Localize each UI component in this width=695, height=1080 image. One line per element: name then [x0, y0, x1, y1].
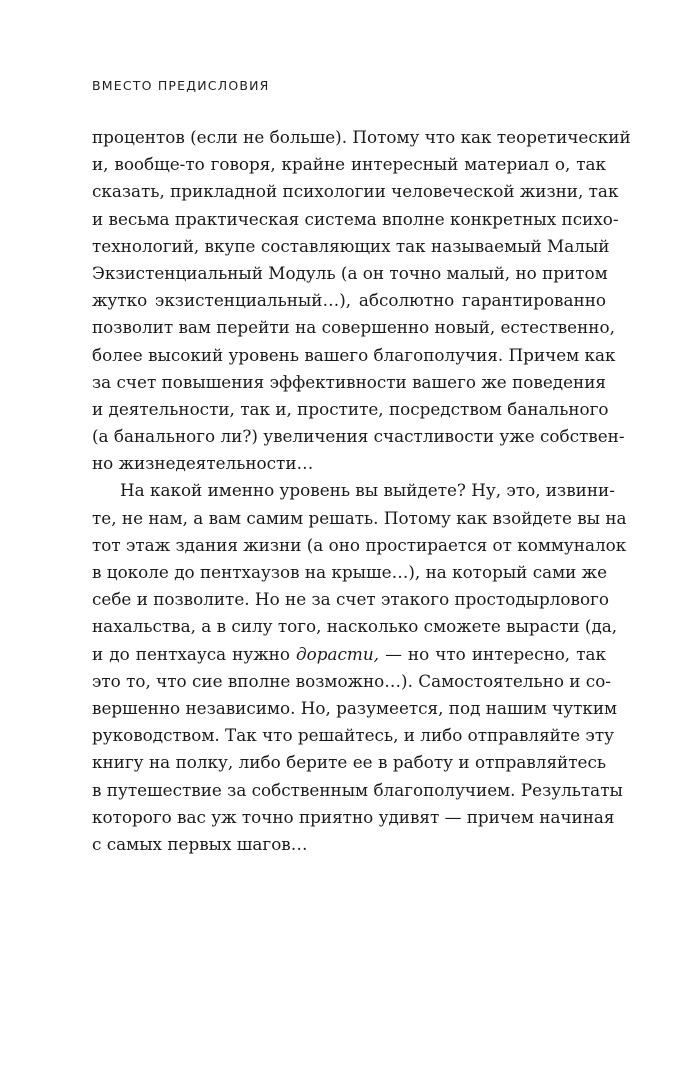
text-line: с самых первых шагов…: [92, 833, 308, 854]
text-line: за счет повышения эффективности вашего же поведения: [92, 371, 606, 392]
paragraph-2: [92, 477, 627, 858]
text-line: руководством. Так что решайтесь, и либо отправляйте эту: [92, 725, 614, 746]
text-line: жутко экзистенциальный…), абсолютно гарантированно: [92, 290, 606, 311]
text-line: На какой именно уровень вы выйдете? Ну, это, извини-: [120, 480, 615, 501]
text-line: которого вас уж точно приятно удивят — причем начиная: [92, 806, 615, 827]
text-line: те, не нам, а вам самим решать. Потому как взойдете вы на: [92, 507, 627, 528]
text-line: но жизнедеятельности…: [92, 453, 314, 474]
text-line: более высокий уровень вашего благополучия. Причем как: [92, 344, 616, 365]
text-line: (а банального ли?) увеличения счастливости уже собствен-: [92, 426, 625, 447]
text-line: нахальства, а в силу того, насколько сможете вырасти (да,: [92, 616, 618, 637]
text-line: книгу на полку, либо берите ее в работу и отправляйтесь: [92, 752, 606, 773]
text-line-with-italic: [92, 641, 606, 668]
text-line: и деятельности, так и, простите, посредством банального: [92, 398, 609, 419]
italic-word: дорасти,: [296, 643, 379, 664]
text-line: сказать, прикладной психологии человеческой жизни, так: [92, 181, 619, 202]
paragraph-1: [92, 124, 631, 477]
text-line: процентов (если не больше). Потому что как теоретический: [92, 127, 631, 147]
text-line: позволит вам перейти на совершенно новый, естественно,: [92, 317, 615, 338]
text-line: тот этаж здания жизни (а оно простирается от коммуналок: [92, 534, 627, 555]
text-line: в цоколе до пентхаузов на крыше…), на который сами же: [92, 562, 608, 582]
text-line: это то, что сие вполне возможно…). Самостоятельно и со-: [92, 670, 611, 691]
text-line: в путешествие за собственным благополучием. Результаты: [92, 779, 623, 800]
text-line: и весьма практическая система вполне конкретных психо-: [92, 208, 619, 229]
body-text: [92, 124, 631, 858]
text-line: и, вообще-то говоря, крайне интересный материал о, так: [92, 154, 606, 175]
running-header: ВМЕСТО ПРЕДИСЛОВИЯ: [92, 78, 270, 93]
text-line: Экзистенциальный Модуль (а он точно малый, но притом: [92, 262, 608, 283]
text-segment: и до пентхауса нужно: [92, 643, 297, 664]
text-segment: — но что интересно, так: [379, 643, 606, 664]
text-line: вершенно независимо. Но, разумеется, под нашим чутким: [92, 697, 618, 718]
text-line: себе и позволите. Но не за счет этакого простодырлового: [92, 589, 609, 610]
text-line: технологий, вкупе составляющих так называемый Малый: [92, 235, 610, 256]
